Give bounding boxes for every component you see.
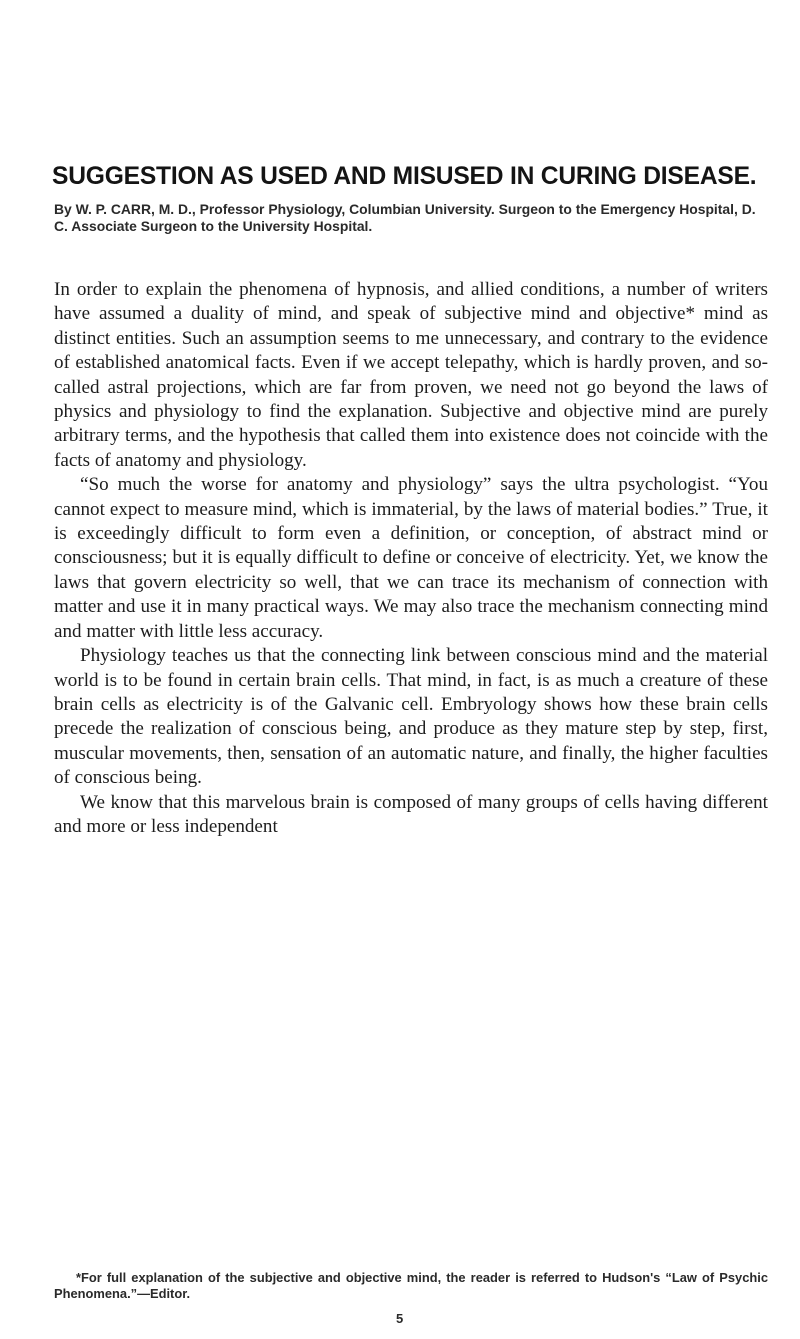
page-number: 5 [396, 1311, 404, 1326]
article-title: SUGGESTION AS USED AND MISUSED IN CURING DISEASE. [52, 163, 757, 190]
article-body [54, 278, 768, 839]
paragraph-4: We know that this marvelous brain is composed of many groups of cells having different and more or less independent [54, 791, 768, 837]
paragraph-1: In order to explain the phenomena of hypnosis, and allied conditions, a number of writers have assumed a duality of mind, and speak of subjective mind and objective* mind as distinct entities. Such an assumption seems to me unnecessary, and contrary to the evidence of established anatomical facts. Even if we accept telepathy, which is hardly proven, and so-called astral projections, which are far from proven, we need not go beyond the laws of physics and physiology to find the explanation. Subjective and objective mind are purely arbitrary terms, and the hypothesis that called them into existence does not coincide with the facts of anatomy and physiology. [54, 279, 768, 471]
paragraph-3: Physiology teaches us that the connecting link between conscious mind and the material world is to be found in certain brain cells. That mind, in fact, is as much a creature of these brain cells as electricity is of the Galvanic cell. Embryology shows how these brain cells precede the realization of conscious being, and produce as they mature step by step, first, muscular movements, then, sensation of an automatic nature, and finally, the higher faculties of conscious being. [54, 645, 768, 789]
paragraph-2: “So much the worse for anatomy and physiology” says the ultra psychologist. “You cannot expect to measure mind, which is immaterial, by the laws of material bodies.” True, it is exceedingly difficult to form even a definition, or conception, of abstract mind or consciousness; but it is equally difficult to define or conceive of electricity. Yet, we know the laws that govern electricity so well, that we can trace its mechanism of connection with matter and use it in many practical ways. We may also trace the mechanism connecting mind and matter with little less accuracy. [54, 474, 768, 642]
footnote: *For full explanation of the subjective and objective mind, the reader is referred to Hudson's “Law of Psychic Phenomena.”—Editor. [54, 1270, 768, 1301]
author-byline: By W. P. CARR, M. D., Professor Physiology, Columbian University. Surgeon to the Emergency Hospital, D. C. Associate Surgeon to the University Hospital. [54, 201, 756, 234]
